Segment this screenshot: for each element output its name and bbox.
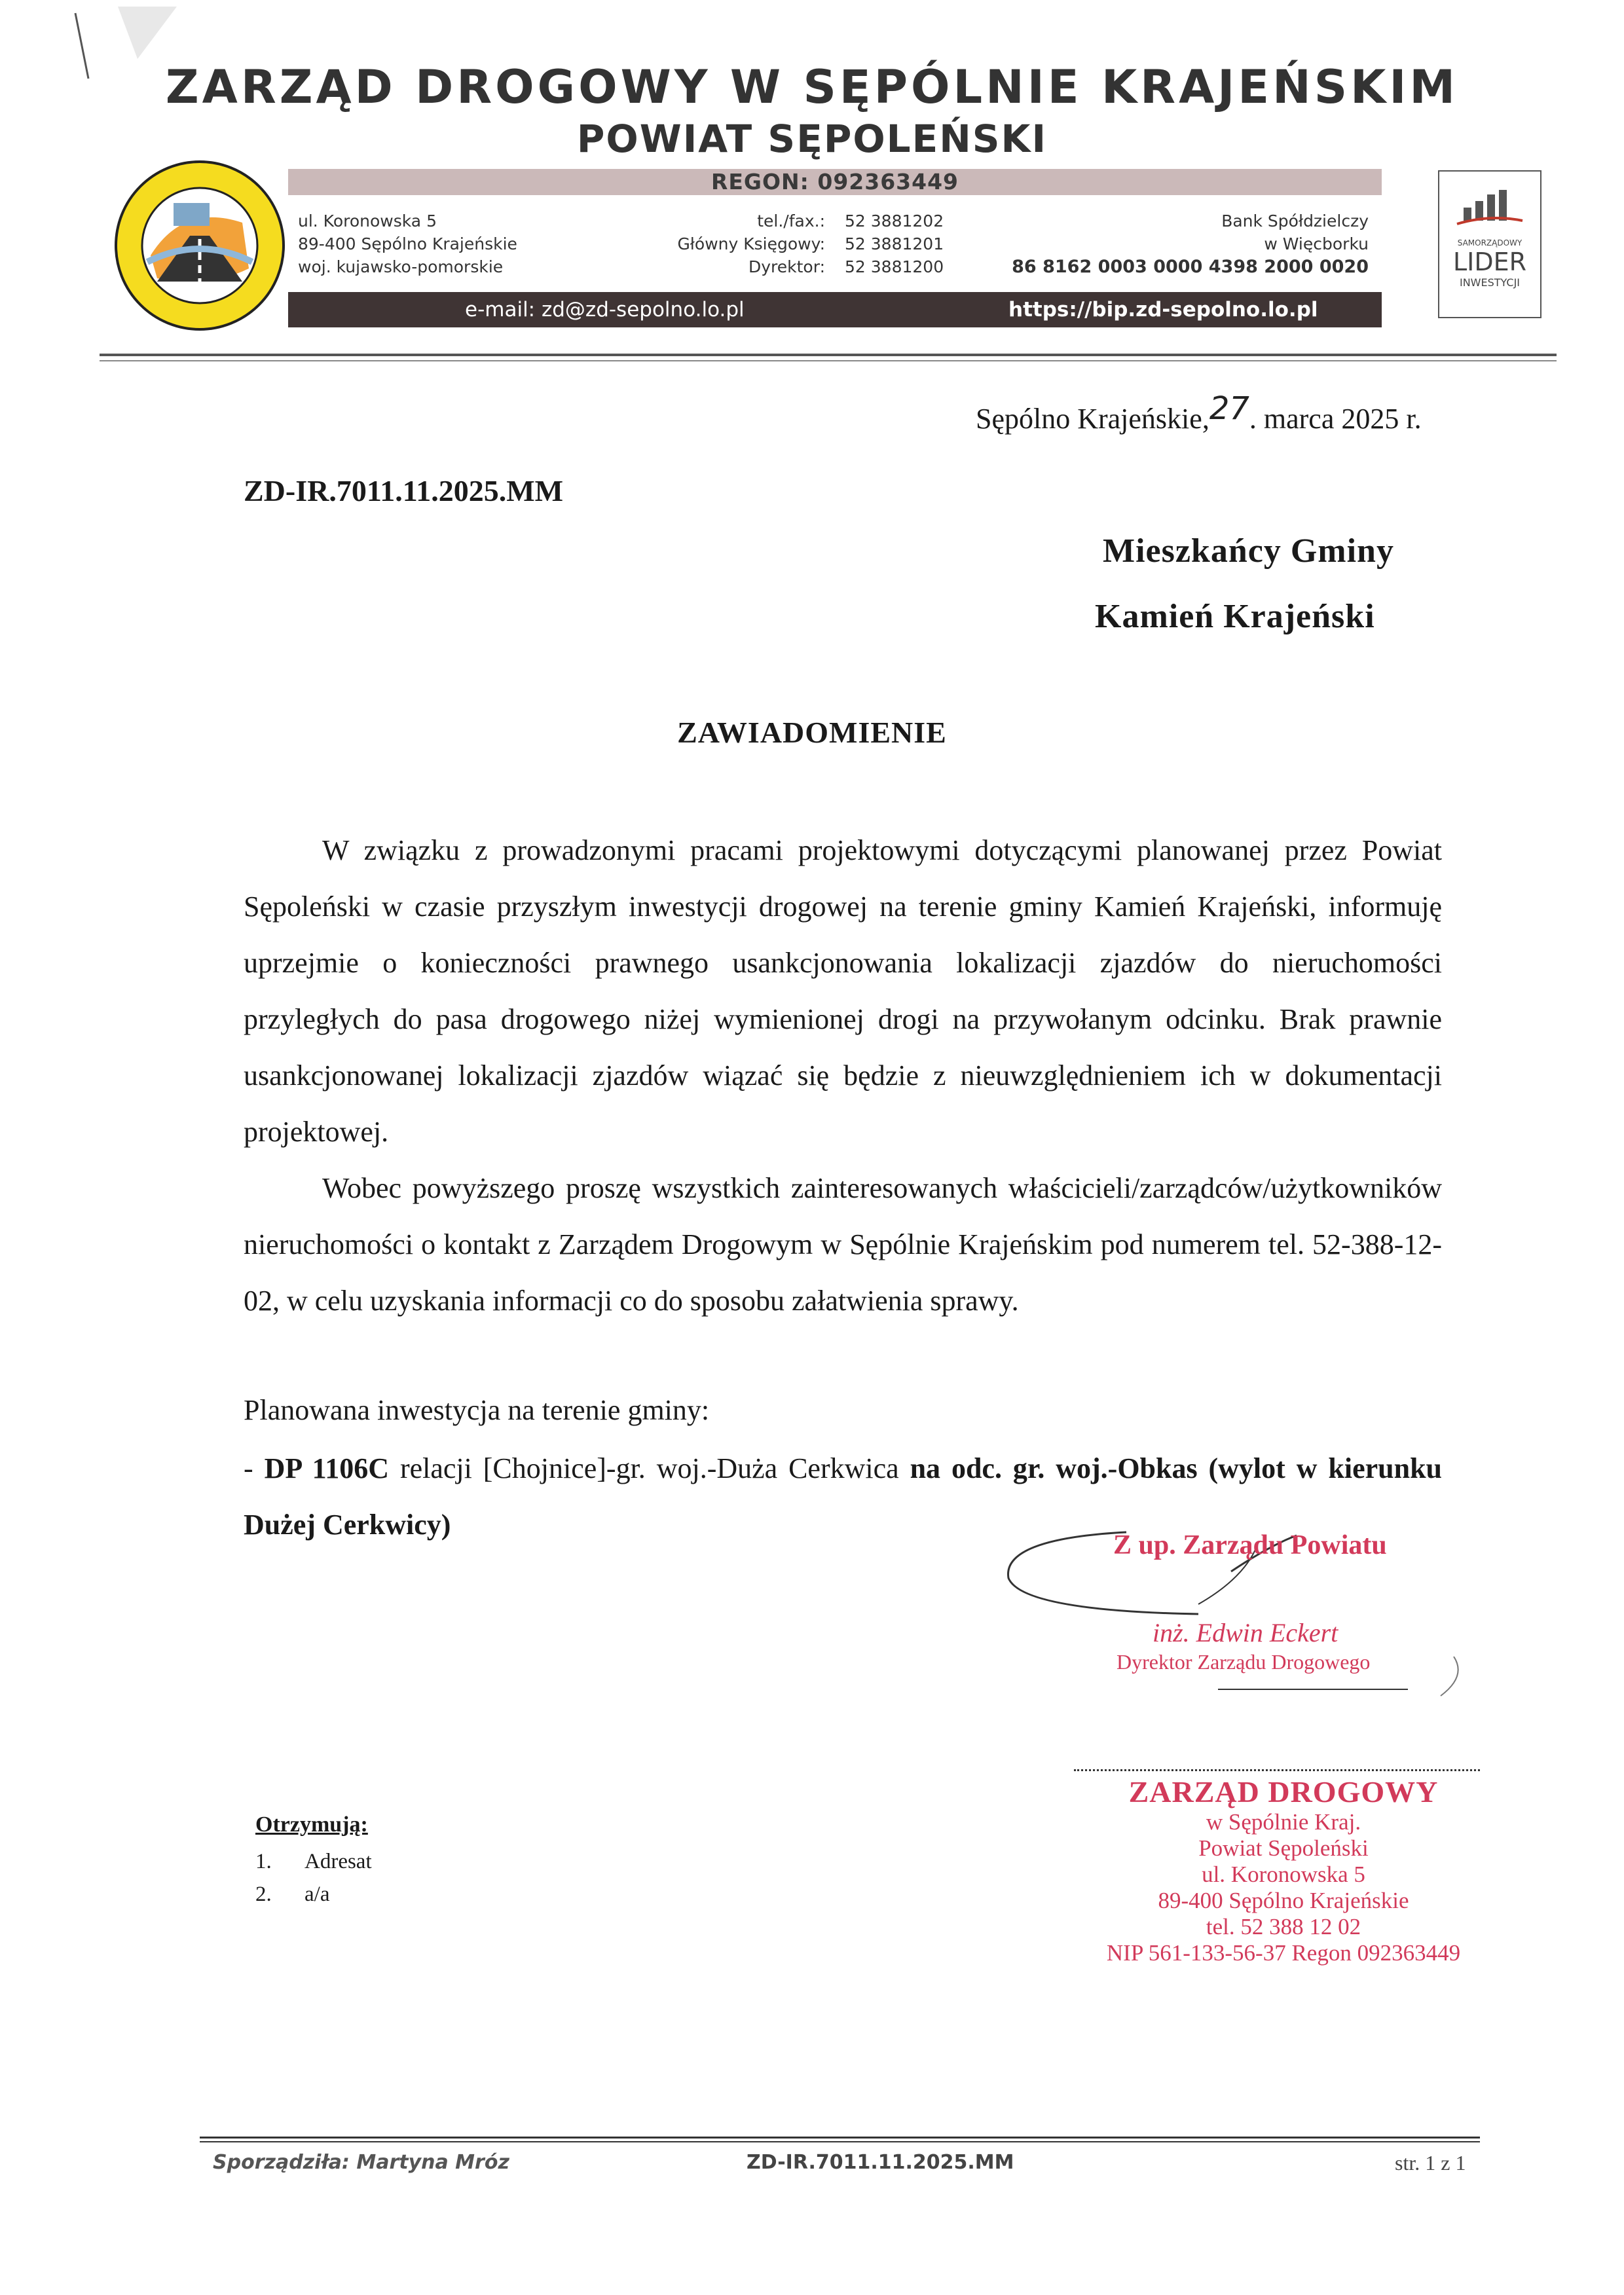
phone-label: tel./fax.: (757, 211, 825, 230)
stamp-line: tel. 52 388 12 02 (1206, 1914, 1361, 1939)
date-prefix: Sępólno Krajeńskie, (976, 403, 1209, 435)
paragraph-2: Wobec powyższego proszę wszystkich zainteresowanych właścicieli/zarządców/użytkowników nieruchomości o kontakt z Zarządem Drogowym w Sępólnie Krajeńskim pod numerem tel. 52-388-12-02, w celu uzyskania informacji co do sposobu załatwienia sprawy. (244, 1172, 1442, 1317)
lider-chart-icon (1450, 185, 1529, 230)
footer-author: Sporządziła: Martyna Mróz (213, 2151, 509, 2174)
date-suffix: . marca 2025 r. (1249, 403, 1422, 435)
footer-page-number: str. 1 z 1 (1395, 2151, 1466, 2175)
stamp-line: NIP 561-133-56-37 Regon 092363449 (1106, 1940, 1461, 1966)
stamp-line: Powiat Sępoleński (1198, 1835, 1369, 1861)
stamp-line: ul. Koronowska 5 (1202, 1862, 1365, 1887)
address-region: woj. kujawsko-pomorskie (298, 257, 504, 276)
phone-value: 52 3881201 (845, 234, 944, 253)
institution-stamp (1035, 1774, 1532, 1966)
stamp-line: 89-400 Sępólno Krajeńskie (1158, 1888, 1409, 1913)
bank-name: Bank Spółdzielczy (1221, 211, 1369, 230)
contact-bar (288, 292, 1382, 327)
institution-title: ZARZĄD DROGOWY W SĘPÓLNIE KRAJEŃSKIM (165, 60, 1459, 114)
recipients-list (255, 1845, 372, 1911)
signature-title: Dyrektor Zarządu Drogowego (1116, 1650, 1371, 1674)
list-item (255, 1845, 372, 1878)
planned-investment-intro: Planowana inwestycja na terenie gminy: (244, 1394, 710, 1426)
footer-divider (200, 2137, 1480, 2139)
list-item-number: 2. (255, 1882, 272, 1906)
lider-line1: SAMORZĄDOWY (1457, 238, 1522, 248)
lider-badge (1438, 170, 1541, 318)
footer-reference: ZD-IR.7011.11.2025.MM (747, 2151, 1014, 2174)
letter-heading: ZAWIADOMIENIE (677, 716, 947, 749)
stamp-line: ZARZĄD DROGOWY (1128, 1775, 1439, 1808)
lider-line3: INWESTYCJI (1459, 276, 1521, 289)
list-item (255, 1878, 372, 1911)
stamp-line: w Sępólnie Kraj. (1206, 1809, 1361, 1835)
address-street: ul. Koronowska 5 (298, 211, 437, 230)
recipients-title: Otrzymują: (255, 1812, 368, 1837)
list-item-text: Adresat (304, 1850, 372, 1873)
institution-logo (111, 157, 288, 334)
date-day-handwritten: 27 (1209, 390, 1249, 427)
road-code: DP 1106C (264, 1452, 390, 1484)
email-link[interactable]: e-mail: zd@zd-sepolno.lo.pl (465, 298, 745, 321)
list-item-text: a/a (304, 1882, 330, 1906)
header-divider (100, 354, 1557, 356)
phone-value: 52 3881200 (845, 257, 944, 276)
road-section: na odc. gr. woj.-Obkas (wylot w kierunku Dużej Cerkwicy) (244, 1452, 1443, 1541)
phone-labels (629, 210, 825, 278)
website-link[interactable]: https://bip.zd-sepolno.lo.pl (1008, 298, 1318, 321)
reference-number: ZD-IR.7011.11.2025.MM (244, 474, 564, 507)
lider-line2: LIDER (1452, 248, 1527, 276)
phone-value: 52 3881202 (845, 211, 944, 230)
bank-block (982, 210, 1369, 278)
stamp-dotted-line (1074, 1769, 1480, 1771)
letter-date (976, 390, 1422, 436)
signature-authorization: Z up. Zarządu Powiatu (1113, 1530, 1387, 1560)
institution-subtitle: POWIAT SĘPOLEŃSKI (576, 117, 1048, 161)
recipient-line2: Kamień Krajeński (1095, 598, 1375, 635)
regon-bar: REGON: 092363449 (288, 169, 1382, 195)
road-dash: - (244, 1452, 265, 1484)
footer-divider-thin (200, 2141, 1480, 2142)
address-city: 89-400 Sępólno Krajeńskie (298, 234, 517, 253)
phone-label: Dyrektor: (748, 257, 825, 276)
road-relation: relacji [Chojnice]-gr. woj.-Duża Cerkwica (389, 1452, 910, 1484)
phone-label: Główny Księgowy: (677, 234, 825, 253)
address-block (298, 210, 517, 278)
recipient-line1: Mieszkańcy Gminy (1103, 532, 1394, 570)
bank-location: w Więcborku (1264, 234, 1369, 253)
paragraph-1: W związku z prowadzonymi pracami projektowymi dotyczącymi planowanej przez Powiat Sępoleński w czasie przyszłym inwestycji drogowej na terenie gminy Kamień Krajeński, informuję uprzejmie o konieczności prawnego usankcjonowania lokalizacji zjazdów do nieruchomości przyległych do pasa drogowego niżej wymienionej drogi na przywołanym odcinku. Brak prawnie usankcjonowanej lokalizacji zjazdów wiązać się będzie z nieuwzględnieniem ich w dokumentacji projektowej. (244, 834, 1442, 1148)
list-item-number: 1. (255, 1850, 272, 1873)
signature-name: inż. Edwin Eckert (1153, 1618, 1338, 1647)
bank-account: 86 8162 0003 0000 4398 2000 0020 (1012, 257, 1369, 277)
header-divider-thin (100, 360, 1557, 361)
phone-values (845, 210, 944, 278)
